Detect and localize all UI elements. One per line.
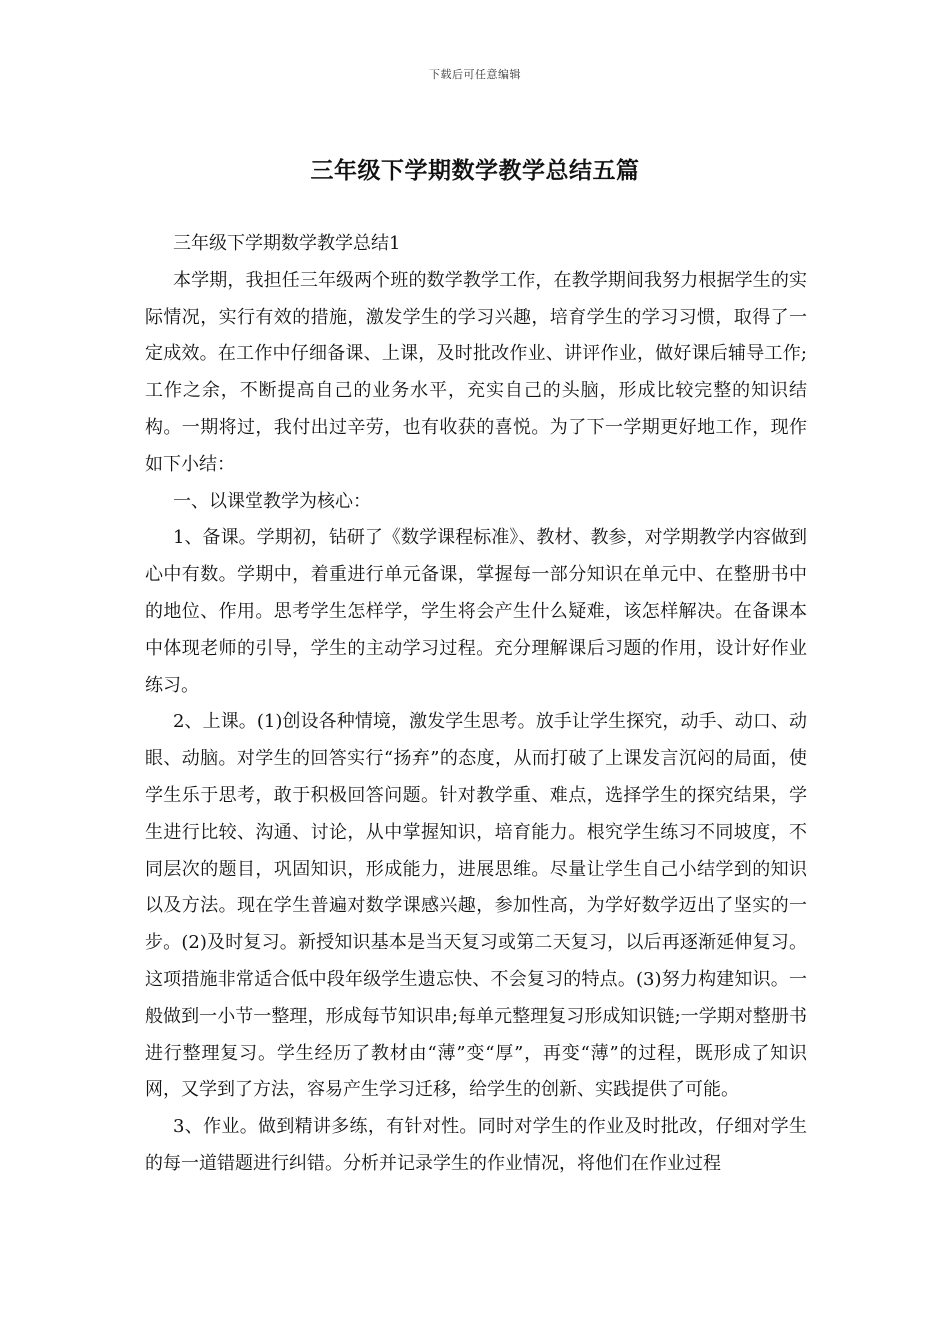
paragraph: 本学期，我担任三年级两个班的数学教学工作，在教学期间我努力根据学生的实际情况，实行有效的措施，激发学生的学习兴趣，培育学生的学习习惯，取得了一定成效。在工作中仔细备课、上课，及时批改作业、讲评作业，做好课后辅导工作;工作之余，不断提高自己的业务水平，充实自己的头脑，形成比较完整的知识结构。一期将过，我付出过辛劳，也有收获的喜悦。为了下一学期更好地工作，现作如下小结： — [145, 269, 807, 475]
document-title: 三年级下学期数学教学总结五篇 — [310, 157, 640, 184]
paragraph: 3、作业。做到精讲多练，有针对性。同时对学生的作业及时批改，仔细对学生的每一道错题进行纠错。分析并记录学生的作业情况，将他们在作业过程 — [145, 1116, 807, 1174]
section-heading: 三年级下学期数学教学总结1 — [173, 233, 401, 254]
document-body — [145, 226, 807, 1183]
header-note: 下载后可任意编辑 — [429, 68, 521, 81]
paragraph: 1、备课。学期初，钻研了《数学课程标准》、教材、教参，对学期教学内容做到心中有数。学期中，着重进行单元备课，掌握每一部分知识在单元中、在整册书中的地位、作用。思考学生怎样学，学生将会产生什么疑难，该怎样解决。在备课本中体现老师的引导，学生的主动学习过程。充分理解课后习题的作用，设计好作业练习。 — [145, 527, 807, 696]
subsection-heading: 一、以课堂教学为核心： — [173, 490, 371, 512]
paragraph: 2、上课。(1)创设各种情境，激发学生思考。放手让学生探究，动手、动口、动眼、动脑。对学生的回答实行“扬弃”的态度，从而打破了上课发言沉闷的局面，使学生乐于思考，敢于积极回答问题。针对教学重、难点，选择学生的探究结果，学生进行比较、沟通、讨论，从中掌握知识，培育能力。根究学生练习不同坡度，不同层次的题目，巩固知识，形成能力，进展思维。尽量让学生自己小结学到的知识以及方法。现在学生普遍对数学课感兴趣，参加性高，为学好数学迈出了坚实的一步。(2)及时复习。新授知识基本是当天复习或第二天复习，以后再逐渐延伸复习。这项措施非常适合低中段年级学生遗忘快、不会复习的特点。(3)努力构建知识。一般做到一小节一整理，形成每节知识串;每单元整理复习形成知识链;一学期对整册书进行整理复习。学生经历了教材由“薄”变“厚”，再变“薄”的过程，既形成了知识网，又学到了方法，容易产生学习迁移，给学生的创新、实践提供了可能。 — [145, 711, 807, 1101]
